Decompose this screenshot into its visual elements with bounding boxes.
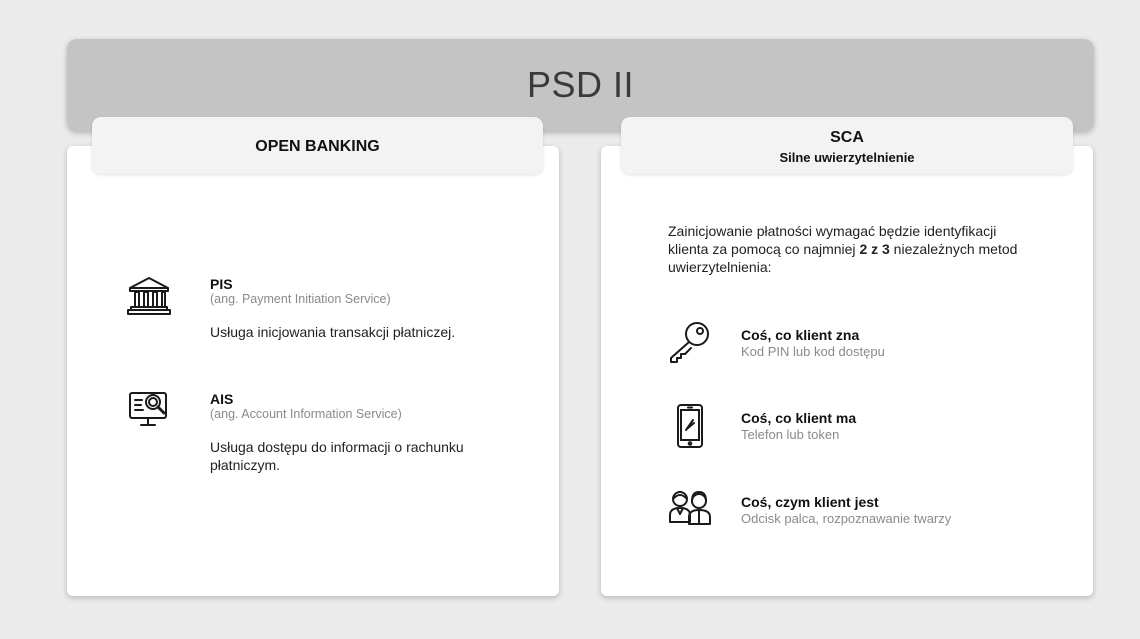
page-title: PSD II (526, 64, 635, 105)
sca-intro-text-end: niezależnych metod uwierzytelnienia: (668, 241, 1018, 275)
sca-intro-text: Zainicjowanie płatności wymagać będzie identyfikacji klienta za pomocą co najmniej (668, 223, 997, 257)
pis-description: Usługa inicjowania transakcji płatniczej. (210, 324, 456, 340)
open-banking-card (67, 146, 559, 596)
ais-title: AIS (210, 391, 234, 407)
key-icon (668, 320, 712, 364)
method-are-title: Coś, czym klient jest (741, 494, 879, 510)
sca-intro (668, 222, 1038, 276)
phone-icon (676, 404, 704, 448)
method-know-description: Kod PIN lub kod dostępu (741, 344, 885, 359)
sca-intro-bold: 2 z 3 (859, 241, 890, 257)
sca-title: SCA (830, 129, 864, 146)
sca-subtitle: Silne uwierzytelnienie (779, 150, 915, 165)
method-are-description: Odcisk palca, rozpoznawanie twarzy (741, 511, 952, 526)
pis-title: PIS (210, 276, 233, 292)
method-know-title: Coś, co klient zna (741, 327, 860, 343)
pis-note: (ang. Payment Initiation Service) (210, 292, 391, 306)
method-have-title: Coś, co klient ma (741, 410, 857, 426)
ais-note: (ang. Account Information Service) (210, 407, 402, 421)
people-icon (668, 488, 712, 526)
bank-icon (127, 276, 171, 316)
ais-description: Usługa dostępu do informacji o rachunku płatniczym. (210, 439, 464, 473)
sca-card (601, 146, 1093, 596)
monitor-search-icon (127, 388, 171, 430)
open-banking-tab (92, 117, 543, 174)
method-have-description: Telefon lub token (741, 427, 840, 442)
sca-tab (621, 117, 1073, 174)
open-banking-title: OPEN BANKING (255, 138, 380, 155)
